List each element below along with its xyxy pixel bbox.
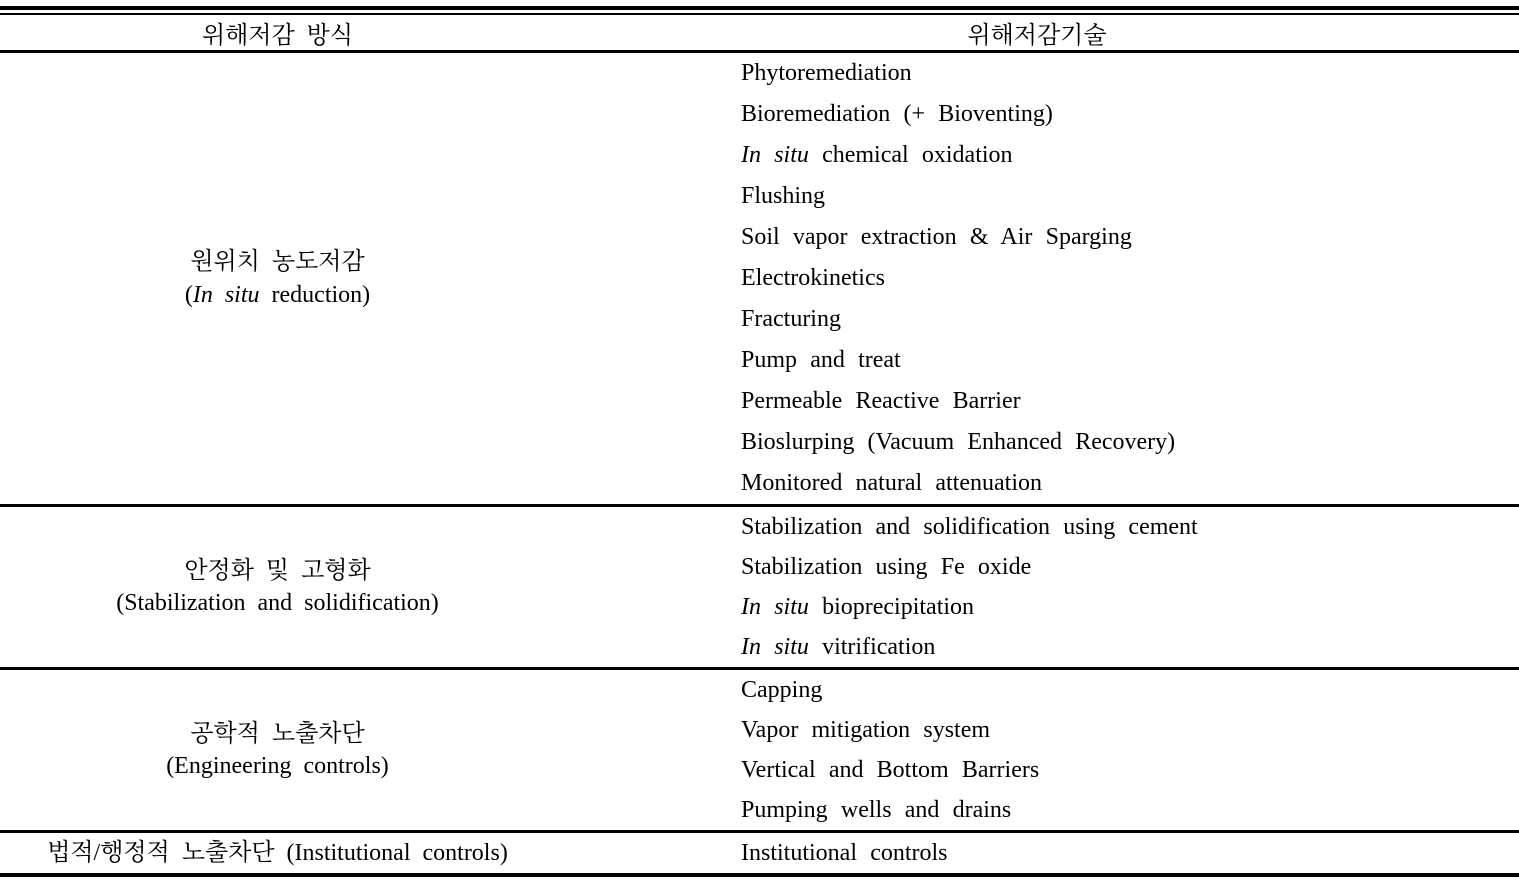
technique-text: vitrification [808, 633, 936, 660]
method-title: 안정화 및 고형화 [184, 557, 371, 584]
technique-text: Stabilization and solidification using cement [741, 513, 1198, 540]
technique-text: Flushing [741, 183, 826, 209]
section-stabilization-and-solidification [0, 506, 1519, 669]
method-title: 법적/행정적 노출차단 (Institutional controls) [47, 839, 508, 866]
technique-cell [555, 710, 1519, 750]
technique-cell [555, 299, 1519, 340]
method-subtitle [4, 279, 551, 311]
table-row [0, 832, 1519, 876]
technique-cell [555, 790, 1519, 832]
method-title: 공학적 노출차단 [190, 720, 365, 747]
table-row [0, 506, 1519, 548]
technique-text: Pumping wells and drains [741, 796, 1012, 823]
remediation-table [0, 15, 1519, 877]
technique-text: Phytoremediation [741, 60, 912, 86]
table-row [0, 52, 1519, 95]
technique-cell [555, 258, 1519, 299]
technique-cell [555, 340, 1519, 381]
method-subtitle [4, 750, 551, 782]
technique-text: chemical oxidation [808, 142, 1013, 168]
technique-text: Bioremediation (+ Bioventing) [741, 101, 1053, 127]
technique-text: Soil vapor extraction & Air Sparging [741, 224, 1132, 250]
technique-cell [555, 422, 1519, 463]
subtitle-italic: In situ [192, 281, 260, 308]
technique-cell [555, 463, 1519, 506]
technique-text: bioprecipitation [808, 593, 975, 620]
method-cell-engineering-controls [0, 669, 555, 832]
table-row [0, 669, 1519, 711]
technique-cell [555, 381, 1519, 422]
technique-italic: In situ [741, 593, 809, 620]
technique-cell [555, 217, 1519, 258]
method-cell-stabilization-and-solidification [0, 506, 555, 669]
technique-text: Stabilization using Fe oxide [741, 553, 1032, 580]
method-cell-institutional-controls [0, 832, 555, 876]
technique-text: Bioslurping (Vacuum Enhanced Recovery) [741, 429, 1176, 455]
section-institutional-controls [0, 832, 1519, 876]
technique-cell [555, 176, 1519, 217]
technique-cell [555, 506, 1519, 548]
technique-italic: In situ [741, 142, 809, 168]
method-cell-in-situ-reduction [0, 52, 555, 506]
technique-text: Electrokinetics [741, 265, 885, 291]
subtitle-pre: ( [184, 281, 193, 308]
technique-cell [555, 94, 1519, 135]
technique-text: Fracturing [741, 306, 841, 332]
header-row [0, 15, 1519, 52]
technique-cell [555, 750, 1519, 790]
section-in-situ-reduction [0, 52, 1519, 506]
technique-cell [555, 547, 1519, 587]
method-title: 원위치 농도저감 [190, 249, 365, 276]
technique-text: Vapor mitigation system [741, 716, 991, 743]
subtitle-rest: reduction) [259, 281, 371, 308]
technique-text: Institutional controls [741, 839, 948, 866]
technique-cell [555, 135, 1519, 176]
table-header [0, 15, 1519, 52]
technique-italic: In situ [741, 633, 809, 660]
technique-text: Vertical and Bottom Barriers [741, 756, 1040, 783]
subtitle-pre: (Stabilization and solidification) [116, 590, 439, 616]
header-method: 위해저감 방식 [0, 15, 555, 52]
technique-text: Pump and treat [741, 347, 901, 373]
technique-cell [555, 669, 1519, 711]
header-technology: 위해저감기술 [555, 15, 1519, 52]
technique-cell [555, 832, 1519, 876]
technique-text: Permeable Reactive Barrier [741, 388, 1021, 414]
technique-cell [555, 587, 1519, 627]
technique-cell [555, 627, 1519, 669]
technique-cell [555, 52, 1519, 95]
subtitle-pre: (Engineering controls) [166, 753, 389, 779]
technique-text: Monitored natural attenuation [741, 470, 1042, 496]
technique-text: Capping [741, 676, 823, 703]
method-subtitle [4, 587, 551, 619]
section-engineering-controls [0, 669, 1519, 832]
top-double-rule [0, 6, 1519, 15]
